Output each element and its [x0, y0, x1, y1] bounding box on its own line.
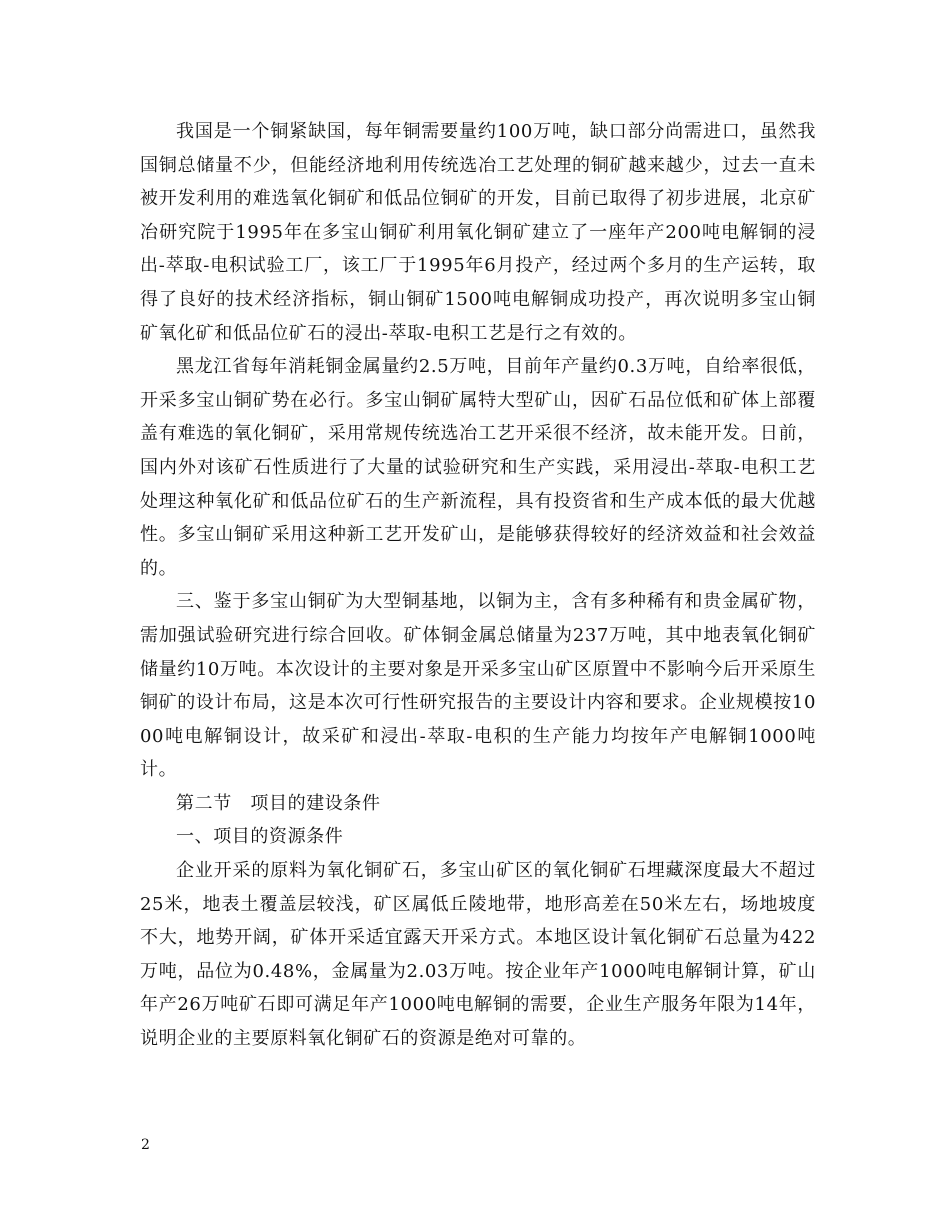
section-heading: 第二节 项目的建设条件	[176, 792, 381, 814]
paragraph-copy-shortage: 我国是一个铜紧缺国，每年铜需要量约100万吨，缺口部分尚需进口，虽然我国铜总储量不少，但能经济地利用传统选冶工艺处理的铜矿越来越少，过去一直未被开发利用的难选氧化铜矿和低品位铜矿的开发，目前已取得了初步进展，北京矿冶研究院于1995年在多宝山铜矿利用氧化铜矿建立了一座年产200吨电解铜的浸出-萃取-电积试验工厂，该工厂于1995年6月投产，经过两个多月的生产运转，取得了良好的技术经济指标，铜山铜矿1500吨电解铜成功投产，再次说明多宝山铜矿氧化矿和低品位矿石的浸出-萃取-电积工艺是行之有效的。	[140, 121, 816, 344]
document-body	[140, 115, 816, 1056]
paragraph-duobaoshan-base: 三、鉴于多宝山铜矿为大型铜基地，以铜为主，含有多种稀有和贵金属矿物，需加强试验研究进行综合回收。矿体铜金属总储量为237万吨，其中地表氧化铜矿储量约10万吨。本次设计的主要对象是开采多宝山矿区原置中不影响今后开采原生铜矿的设计布局，这是本次可行性研究报告的主要设计内容和要求。企业规模按1000吨电解铜设计，故采矿和浸出-萃取-电积的生产能力均按年产电解铜1000吨计。	[140, 591, 816, 781]
paragraph-resource-conditions: 企业开采的原料为氧化铜矿石，多宝山矿区的氧化铜矿石埋藏深度最大不超过25米，地表土覆盖层较浅，矿区属低丘陵地带，地形高差在50米左右，场地坡度不大，地势开阔，矿体开采适宜露天开采方式。本地区设计氧化铜矿石总量为422万吨，品位为0.48%，金属量为2.03万吨。按企业年产1000吨电解铜计算，矿山年产26万吨矿石即可满足年产1000吨电解铜的需要，企业生产服务年限为14年，说明企业的主要原料氧化铜矿石的资源是绝对可靠的。	[140, 860, 816, 1050]
subsection-heading: 一、项目的资源条件	[176, 826, 344, 848]
paragraph-heilongjiang: 黑龙江省每年消耗铜金属量约2.5万吨，目前年产量约0.3万吨，自给率很低，开采多宝山铜矿势在必行。多宝山铜矿属特大型矿山，因矿石品位低和矿体上部覆盖有难选的氧化铜矿，采用常规传统选冶工艺开采很不经济，故未能开发。日前，国内外对该矿石性质进行了大量的试验研究和生产实践，采用浸出-萃取-电积工艺处理这种氧化矿和低品位矿石的生产新流程，具有投资省和生产成本低的最大优越性。多宝山铜矿采用这种新工艺开发矿山，是能够获得较好的经济效益和社会效益的。	[140, 356, 816, 579]
page-number: 2	[141, 1137, 150, 1153]
